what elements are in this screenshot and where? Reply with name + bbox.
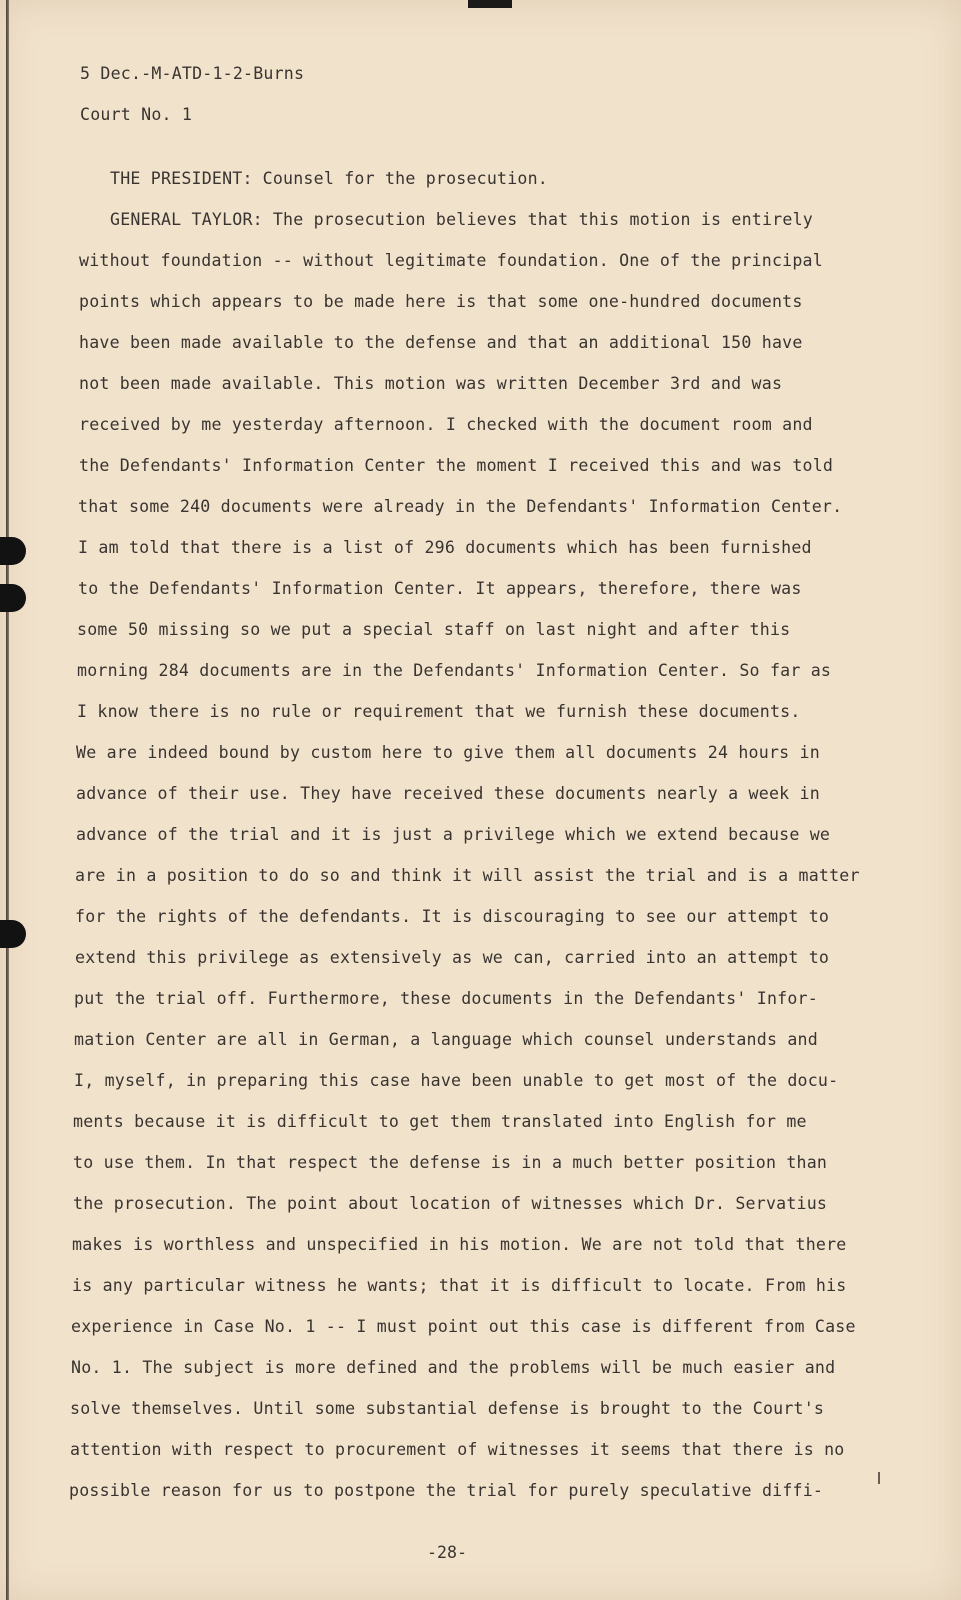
text-line: possible reason for us to postpone the trial for purely speculative diffi- <box>69 1481 824 1500</box>
text-line: the Defendants' Information Center the moment I received this and was told <box>79 456 834 475</box>
binder-clip-tab <box>468 0 512 8</box>
text-line: experience in Case No. 1 -- I must point out this case is different from Case <box>71 1317 856 1336</box>
text-line: I am told that there is a list of 296 documents which has been furnished <box>78 538 812 557</box>
margin-mark <box>878 1472 880 1484</box>
header-reference: 5 Dec.-M-ATD-1-2-Burns <box>80 64 305 83</box>
text-line: ments because it is difficult to get them translated into English for me <box>73 1112 807 1131</box>
page-number: -28- <box>427 1543 467 1562</box>
text-line: I know there is no rule or requirement that we furnish these documents. <box>77 702 801 721</box>
text-line: solve themselves. Until some substantial defense is brought to the Court's <box>70 1399 825 1418</box>
text-line: mation Center are all in German, a language which counsel understands and <box>74 1030 818 1049</box>
text-line: We are indeed bound by custom here to give them all documents 24 hours in <box>76 743 820 762</box>
court-label: Court No. 1 <box>80 105 193 124</box>
text-line: advance of their use. They have received these documents nearly a week in <box>76 784 820 803</box>
text-line: advance of the trial and it is just a privilege which we extend because we <box>76 825 831 844</box>
text-line: points which appears to be made here is that some one-hundred documents <box>79 292 803 311</box>
president-line <box>110 169 548 188</box>
text-line: have been made available to the defense and that an additional 150 have <box>79 333 803 352</box>
text-line: No. 1. The subject is more defined and the problems will be much easier and <box>71 1358 836 1377</box>
text-line: is any particular witness he wants; that it is difficult to locate. From his <box>72 1276 847 1295</box>
page-left-edge <box>6 0 9 1600</box>
punch-hole-3 <box>0 920 26 948</box>
text-line: put the trial off. Furthermore, these documents in the Defendants' Infor- <box>74 989 818 1008</box>
taylor-statement-start: The prosecution believes that this motion is entirely <box>272 210 813 229</box>
speaker-president: THE PRESIDENT: <box>110 169 253 188</box>
punch-hole-1 <box>0 537 26 565</box>
text-line: I, myself, in preparing this case have been unable to get most of the docu- <box>74 1071 839 1090</box>
text-line: attention with respect to procurement of witnesses it seems that there is no <box>70 1440 845 1459</box>
text-line: that some 240 documents were already in the Defendants' Information Center. <box>78 497 843 516</box>
text-line: makes is worthless and unspecified in his motion. We are not told that there <box>72 1235 847 1254</box>
text-line: the prosecution. The point about location of witnesses which Dr. Servatius <box>73 1194 828 1213</box>
taylor-first-line <box>110 210 813 229</box>
text-line: received by me yesterday afternoon. I checked with the document room and <box>79 415 813 434</box>
text-line: to the Defendants' Information Center. It appears, therefore, there was <box>78 579 802 598</box>
text-line: not been made available. This motion was written December 3rd and was <box>79 374 783 393</box>
text-line: are in a position to do so and think it will assist the trial and is a matter <box>75 866 860 885</box>
president-statement: Counsel for the prosecution. <box>262 169 548 188</box>
text-line: to use them. In that respect the defense is in a much better position than <box>73 1153 828 1172</box>
text-line: morning 284 documents are in the Defendants' Information Center. So far as <box>77 661 832 680</box>
punch-hole-2 <box>0 584 26 612</box>
text-line: some 50 missing so we put a special staff on last night and after this <box>77 620 791 639</box>
text-line: for the rights of the defendants. It is discouraging to see our attempt to <box>75 907 830 926</box>
text-line: without foundation -- without legitimate foundation. One of the principal <box>79 251 823 270</box>
speaker-taylor: GENERAL TAYLOR: <box>110 210 263 229</box>
text-line: extend this privilege as extensively as we can, carried into an attempt to <box>75 948 830 967</box>
